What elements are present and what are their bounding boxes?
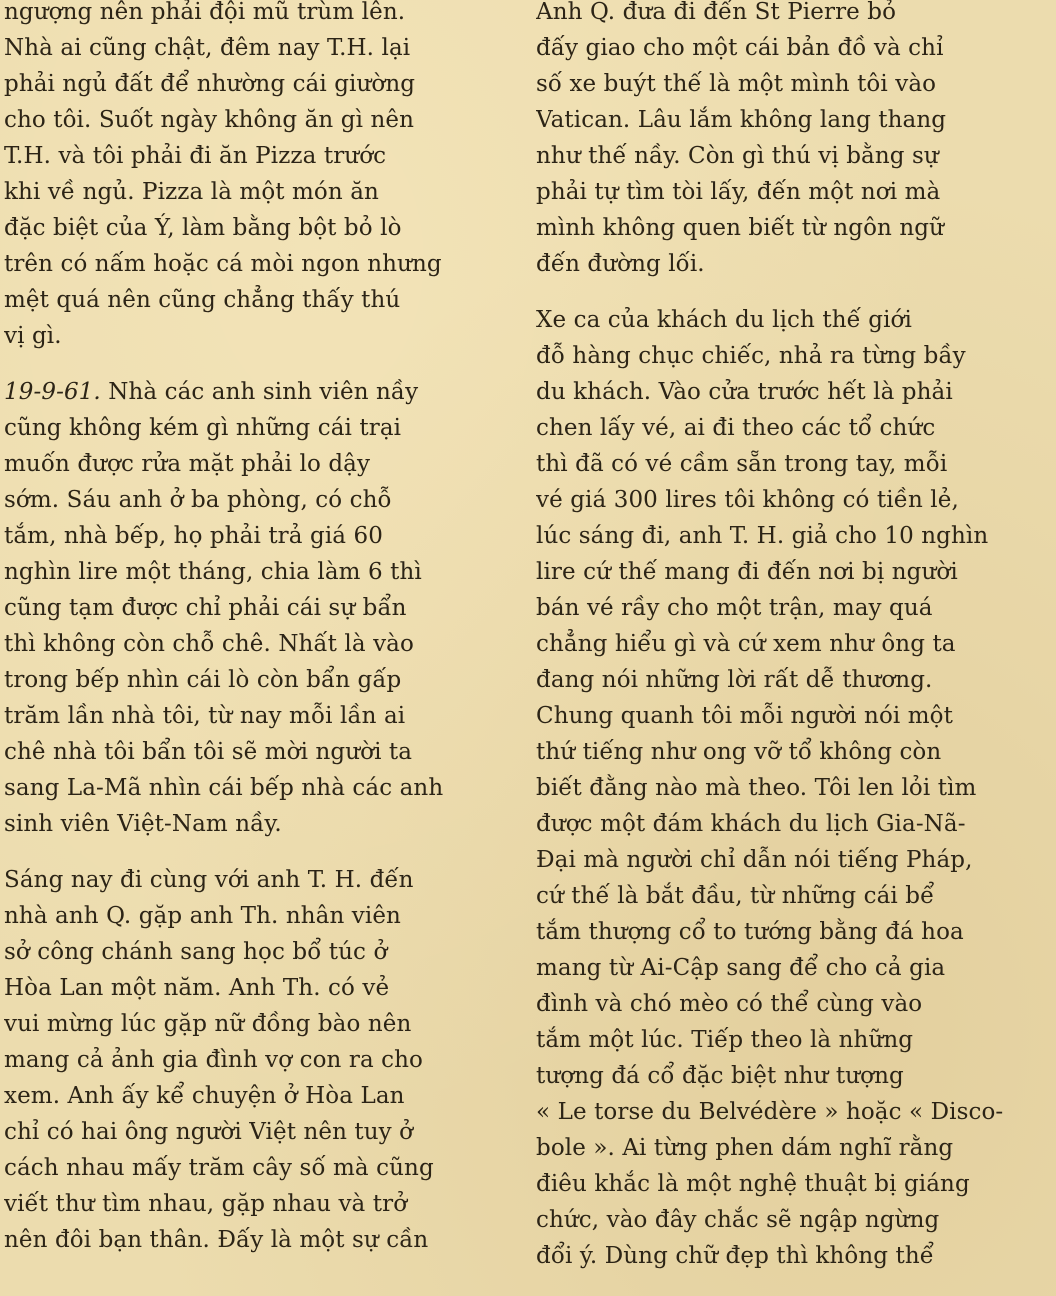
text-line: mang cả ảnh gia đình vợ con ra cho bbox=[4, 1047, 424, 1073]
text-line: như thế nầy. Còn gì thú vị bằng sự bbox=[536, 143, 939, 169]
text-line: Anh Q. đưa đi đến St Pierre bỏ bbox=[536, 0, 897, 25]
text-line: bole ». Ai từng phen dám nghĩ rằng bbox=[536, 1135, 954, 1161]
text-line: sang La-Mã nhìn cái bếp nhà các anh bbox=[4, 775, 444, 801]
text-line: nhà anh Q. gặp anh Th. nhân viên bbox=[4, 903, 401, 929]
text-line: mệt quá nên cũng chẳng thấy thú bbox=[4, 287, 401, 313]
text-line: trăm lần nhà tôi, từ nay mỗi lần ai bbox=[4, 703, 406, 729]
text-line: chê nhà tôi bẩn tôi sẽ mời người ta bbox=[4, 739, 413, 765]
text-line: cũng không kém gì những cái trại bbox=[4, 415, 402, 441]
text-line: đình và chó mèo có thể cùng vào bbox=[536, 991, 923, 1017]
text-line: trong bếp nhìn cái lò còn bẩn gấp bbox=[4, 667, 402, 693]
text-line: sở công chánh sang học bổ túc ở bbox=[4, 939, 388, 965]
paragraph bbox=[4, 374, 514, 842]
text-line: lire cứ thế mang đi đến nơi bị người bbox=[536, 559, 958, 585]
text-line: đến đường lối. bbox=[536, 251, 705, 277]
text-line: Hòa Lan một năm. Anh Th. có vẻ bbox=[4, 975, 390, 1001]
text-line: đổi ý. Dùng chữ đẹp thì không thể bbox=[536, 1243, 934, 1269]
text-line: cho tôi. Suốt ngày không ăn gì nên bbox=[4, 107, 414, 133]
text-line: « Le torse du Belvédère » hoặc « Disco- bbox=[536, 1099, 1004, 1125]
text-line: chẳng hiểu gì và cứ xem như ông ta bbox=[536, 631, 956, 657]
text-line: chen lấy vé, ai đi theo các tổ chức bbox=[536, 415, 936, 441]
text-line: mang từ Ai-Cập sang để cho cả gia bbox=[536, 955, 946, 981]
text-line: thì đã có vé cầm sẵn trong tay, mỗi bbox=[536, 451, 948, 477]
text-line: muốn được rửa mặt phải lo dậy bbox=[4, 451, 371, 477]
text-line: cũng tạm được chỉ phải cái sự bẩn bbox=[4, 595, 407, 621]
text-line: đấy giao cho một cái bản đồ và chỉ bbox=[536, 35, 944, 61]
text-line: tắm, nhà bếp, họ phải trả giá 60 bbox=[4, 523, 383, 549]
text-line: tắm một lúc. Tiếp theo là những bbox=[536, 1027, 914, 1053]
paragraph-gap bbox=[536, 282, 1046, 302]
text-line: khi về ngủ. Pizza là một món ăn bbox=[4, 179, 379, 205]
text-line: nên đôi bạn thân. Đấy là một sự cần bbox=[4, 1227, 429, 1253]
text-line: vị gì. bbox=[4, 323, 62, 349]
text-line: được một đám khách du lịch Gia-Nã- bbox=[536, 811, 966, 837]
text-line: sinh viên Việt-Nam nầy. bbox=[4, 811, 282, 837]
text-line: Đại mà người chỉ dẫn nói tiếng Pháp, bbox=[536, 847, 973, 873]
text-line: cứ thế là bắt đầu, từ những cái bể bbox=[536, 883, 935, 909]
text-line: đang nói những lời rất dễ thương. bbox=[536, 667, 933, 693]
paragraph-gap bbox=[4, 354, 514, 374]
text-line: Sáng nay đi cùng với anh T. H. đến bbox=[4, 867, 414, 893]
text-line: Vatican. Lâu lắm không lang thang bbox=[536, 107, 947, 133]
paragraph bbox=[4, 862, 514, 1258]
text-line: tượng đá cổ đặc biệt như tượng bbox=[536, 1063, 904, 1089]
text-line: đặc biệt của Ý, làm bằng bột bỏ lò bbox=[4, 215, 402, 241]
text-line: bán vé rầy cho một trận, may quá bbox=[536, 595, 933, 621]
text-line: biết đằng nào mà theo. Tôi len lỏi tìm bbox=[536, 775, 977, 801]
text-line: phải tự tìm tòi lấy, đến một nơi mà bbox=[536, 179, 941, 205]
right-column bbox=[536, 0, 1046, 1274]
text-line: chức, vào đây chắc sẽ ngập ngừng bbox=[536, 1207, 940, 1233]
paragraph bbox=[4, 0, 514, 354]
text-line: điêu khắc là một nghệ thuật bị giáng bbox=[536, 1171, 970, 1197]
left-column bbox=[4, 0, 514, 1258]
text-line: xem. Anh ấy kể chuyện ở Hòa Lan bbox=[4, 1083, 405, 1109]
text-line: phải ngủ đất để nhường cái giường bbox=[4, 71, 416, 97]
text-line: Xe ca của khách du lịch thế giới bbox=[536, 307, 912, 333]
text-line: tắm thượng cổ to tướng bằng đá hoa bbox=[536, 919, 964, 945]
text-line: sớm. Sáu anh ở ba phòng, có chỗ bbox=[4, 487, 392, 513]
text-line: số xe buýt thế là một mình tôi vào bbox=[536, 71, 937, 97]
text-line: đỗ hàng chục chiếc, nhả ra từng bầy bbox=[536, 343, 966, 369]
text-line: mình không quen biết từ ngôn ngữ bbox=[536, 215, 945, 241]
text-line: ngượng nên phải đội mũ trùm lên. bbox=[4, 0, 406, 25]
text-line: du khách. Vào cửa trước hết là phải bbox=[536, 379, 953, 405]
text-line: thứ tiếng như ong vỡ tổ không còn bbox=[536, 739, 942, 765]
text-line: thì không còn chỗ chê. Nhất là vào bbox=[4, 631, 414, 657]
paragraph-gap bbox=[4, 842, 514, 862]
text-line: 19-9-61. Nhà các anh sinh viên nầy bbox=[4, 379, 419, 405]
text-line: viết thư tìm nhau, gặp nhau và trở bbox=[4, 1191, 408, 1217]
text-line: cách nhau mấy trăm cây số mà cũng bbox=[4, 1155, 434, 1181]
text-line: Chung quanh tôi mỗi người nói một bbox=[536, 703, 953, 729]
text-line: lúc sáng đi, anh T. H. giả cho 10 nghìn bbox=[536, 523, 989, 549]
text-line: Nhà ai cũng chật, đêm nay T.H. lại bbox=[4, 35, 411, 61]
paragraph bbox=[536, 0, 1046, 282]
text-line: chỉ có hai ông người Việt nên tuy ở bbox=[4, 1119, 414, 1145]
text-line: vé giá 300 lires tôi không có tiền lẻ, bbox=[536, 487, 959, 513]
text-line: nghìn lire một tháng, chia làm 6 thì bbox=[4, 559, 422, 585]
entry-date: 19-9-61. bbox=[4, 379, 101, 405]
paragraph bbox=[536, 302, 1046, 1274]
text-line: T.H. và tôi phải đi ăn Pizza trước bbox=[4, 143, 387, 169]
text-line: trên có nấm hoặc cá mòi ngon nhưng bbox=[4, 251, 442, 277]
text-line: vui mừng lúc gặp nữ đồng bào nên bbox=[4, 1011, 412, 1037]
